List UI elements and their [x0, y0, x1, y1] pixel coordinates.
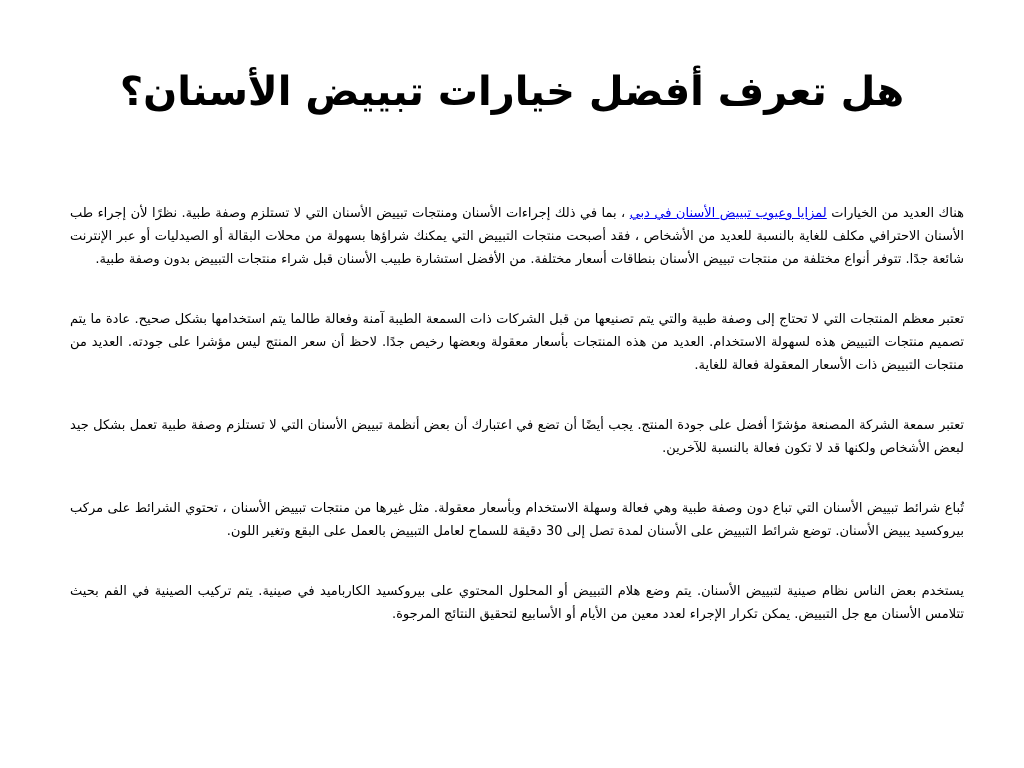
paragraph-2: تعتبر معظم المنتجات التي لا تحتاج إلى وصفة طبية والتي يتم تصنيعها من قبل الشركات ذات السمعة الطيبة آمنة وفعالة طالما يتم استخدامها بشكل صحيح. عادة ما يتم تصميم منتجات التبييض هذه لسهولة الاستخدام. العديد من هذه المنتجات بأسعار معقولة وبعضها رخيص جدًا. لاحظ أن سعر المنتج ليس مؤشرا على جودته. العديد من منتجات التبييض ذات الأسعار المعقولة فعالة للغاية. — [70, 312, 964, 373]
paragraph-5: يستخدم بعض الناس نظام صينية لتبييض الأسنان. يتم وضع هلام التبييض أو المحلول المحتوي على بيروكسيد الكارباميد في صينية. يتم تركيب الصينية في الفم بحيث تتلامس الأسنان مع جل التبييض. يمكن تكرار الإجراء لعدد معين من الأيام أو الأسابيع لتحقيق النتائج المرجوة. — [70, 584, 964, 622]
paragraph-1 — [70, 202, 964, 271]
paragraph-3: تعتبر سمعة الشركة المصنعة مؤشرًا أفضل على جودة المنتج. يجب أيضًا أن تضع في اعتبارك أن بعض أنظمة تبييض الأسنان التي لا تستلزم وصفة طبية تعمل بشكل جيد لبعض الأشخاص ولكنها قد لا تكون فعالة بالنسبة للآخرين. — [70, 418, 964, 456]
paragraph-1-text-before: هناك العديد من الخيارات — [826, 206, 965, 221]
paragraph-1-text-after: ، بما في ذلك إجراءات الأسنان ومنتجات تبييض الأسنان التي لا تستلزم وصفة طبية. نظرًا لأن إجراء طب الأسنان الاحترافي مكلف للغاية بالنسبة للعديد من الأشخاص ، فقد أصبحت منتجات التبييض التي يمكنك شراؤها بسهولة من محلات البقالة أو الصيدليات أو عبر الإنترنت شائعة جدًا. تتوفر أنواع مختلفة من منتجات تبييض الأسنان بنطاقات أسعار مختلفة. من الأفضل استشارة طبيب الأسنان قبل شراء منتجات التبييض بدون وصفة طبية. — [70, 206, 964, 267]
article-body — [70, 202, 964, 626]
paragraph-4: تُباع شرائط تبييض الأسنان التي تباع دون وصفة طبية وهي فعالة وسهلة الاستخدام وبأسعار معقولة. مثل غيرها من منتجات تبييض الأسنان ، تحتوي الشرائط على مركب بيروكسيد يبيض الأسنان. توضع شرائط التبييض على الأسنان لمدة تصل إلى 30 دقيقة للسماح لعامل التبييض بالعمل على البقع وتغير اللون. — [70, 501, 964, 539]
page-title: هل تعرف أفضل خيارات تبييض الأسنان؟ — [119, 69, 905, 115]
teeth-whitening-dubai-link[interactable]: لمزايا وعيوب تبييض الأسنان في دبي — [629, 206, 827, 221]
